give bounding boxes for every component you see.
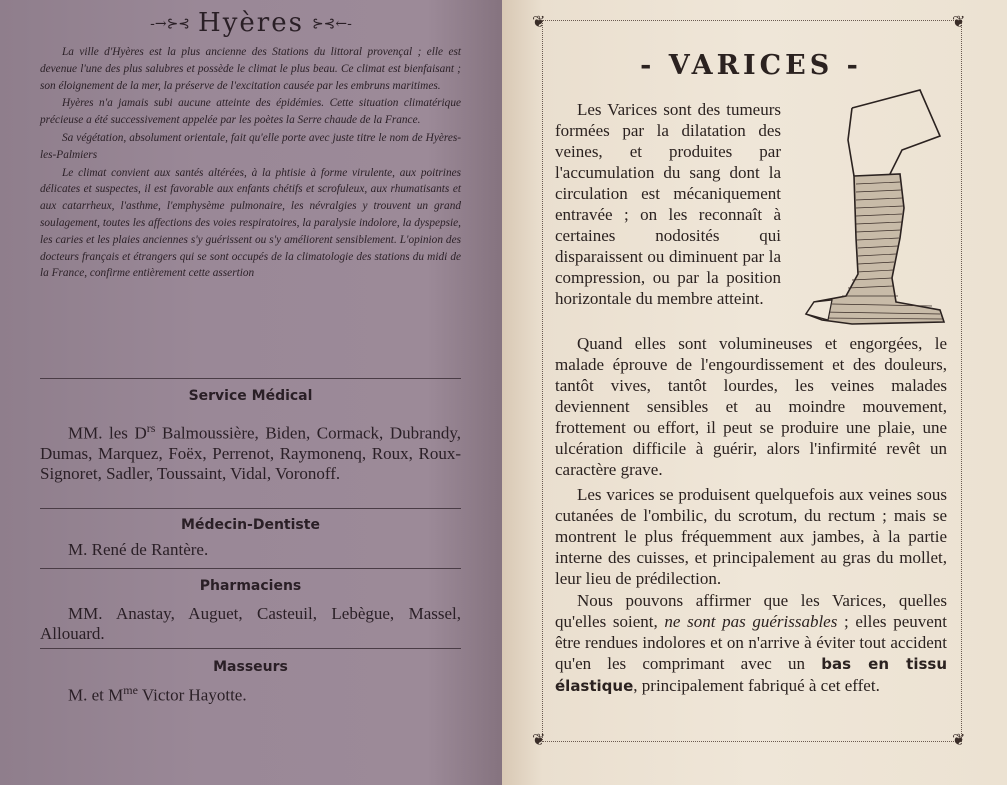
divider	[40, 648, 461, 649]
names: Balmoussière, Biden, Cormack, Dubrandy, Dumas, Marquez, Foëx, Perrenot, Raymonenq, Roux, Roux-Signoret, Sadler, Toussaint, Vidal, Voronoff.	[40, 423, 461, 483]
stocking-leg-illustration	[792, 88, 952, 330]
section-body-masseurs	[40, 680, 461, 706]
right-page	[502, 0, 1007, 785]
intro-paragraph: La ville d'Hyères est la plus ancienne des Stations du littoral provençal ; elle est devenue l'une des plus salubres et possède le climat le plus beau. Ce climat est bienfaisant ; son éloignement de la mer, la préserve de l'excitation causée par les embruns maritimes.	[40, 46, 461, 92]
names: Victor Hayotte.	[137, 685, 247, 705]
section-heading-pharmaciens: Pharmaciens	[199, 578, 302, 594]
prefix: MM. les D	[68, 423, 147, 443]
section-heading-dentiste: Médecin-Dentiste	[181, 517, 320, 533]
varices-title: - VARICES -	[640, 50, 862, 81]
divider	[40, 568, 461, 569]
intro-text	[40, 44, 461, 283]
paragraph-locations: Les varices se produisent quelquefois aux veines sous cutanées de l'ombilic, du scrotum, du rectum ; mais se montrent le plus fréquemment aux jambes, à la partie interne des cuisses, et principalement au gras du mollet, leur lieu de prédilection.	[555, 485, 947, 588]
treatment-text: ; elles peuvent être rendues indolores et on n'arrive à éviter tout accident qu'en les comprimant avec un	[555, 612, 948, 673]
divider	[40, 378, 461, 379]
corner-ornament-icon: ❦	[952, 12, 966, 31]
ornament-left: -→⊱⊰	[150, 16, 191, 32]
paragraph-definition: Les Varices sont des tumeurs formées par la dilatation des veines, et produites par l'accumulation du sang dont la circulation est mécaniquement entravée ; on les reconnaît à certaines nodosités qui disparaissent ou diminuent par la compression, ou par la position horizontale du membre atteint.	[555, 100, 781, 308]
treatment-bold: bas en tissu élastique	[555, 655, 948, 695]
page-title	[0, 8, 502, 38]
title-text: Hyères	[198, 8, 304, 38]
divider	[40, 508, 461, 509]
ornament-right: ⊱⊰←-	[311, 16, 352, 32]
treatment-text: Nous pouvons affirmer que les Varices, quelles qu'elles soient,	[555, 591, 947, 631]
section-body-pharmaciens: MM. Anastay, Auguet, Casteuil, Lebègue, Massel, Allouard.	[40, 604, 461, 643]
paragraph-treatment	[555, 590, 947, 697]
prefix: M. et M	[68, 685, 124, 705]
left-page	[0, 0, 502, 785]
intro-paragraph: Le climat convient aux santés altérées, à la phtisie à forme virulente, aux poitrines délicates et suspectes, il est favorable aux enfants chétifs et scrofuleux, aux rhumatisants et aux catarrheux, l'asthme, l'emphysème pulmonaire, les névralgies y trouvent un grand soulagement, toutes les affections des voies respiratoires, la paralysie indolore, la dyspepsie, les caries et les plaies anciennes s'y guérissent ou s'y améliorent sensiblement. L'opinion des docteurs français et étrangers qui se sont occupés de la climatologie des stations du midi de la France, confirme entièrement cette assertion	[40, 166, 461, 280]
corner-ornament-icon: ❦	[952, 730, 966, 749]
intro-paragraph: Sa végétation, absolument orientale, fait qu'elle porte avec juste titre le nom de Hyères-les-Palmiers	[40, 131, 461, 161]
intro-paragraph: Hyères n'a jamais subi aucune atteinte des épidémies. Cette situation climatérique précieuse a été successivement appelée par les poètes la Serre chaude de la France.	[40, 97, 461, 127]
paragraph-symptoms: Quand elles sont volumineuses et engorgées, le malade éprouve de l'engourdissement et des douleurs, tantôt vives, tantôt lourdes, les veines malades deviennent sensibles et au moindre mouvement, frottement ou effort, il peut se produire une plaie, une ulcération difficile à guérir, alors l'infirmité revêt un caractère grave.	[555, 334, 947, 479]
section-body-service-medical	[40, 418, 461, 484]
section-heading-service-medical: Service Médical	[188, 388, 313, 404]
section-heading-masseurs: Masseurs	[213, 659, 288, 675]
section-body-dentiste: M. René de Rantère.	[68, 540, 209, 559]
corner-ornament-icon: ❦	[532, 12, 546, 31]
corner-ornament-icon: ❦	[532, 730, 546, 749]
superscript: rs	[146, 421, 156, 435]
treatment-italic: ne sont pas guérissables	[664, 612, 838, 631]
treatment-text: , principalement fabriqué à cet effet.	[633, 676, 880, 695]
superscript: me	[123, 683, 138, 697]
